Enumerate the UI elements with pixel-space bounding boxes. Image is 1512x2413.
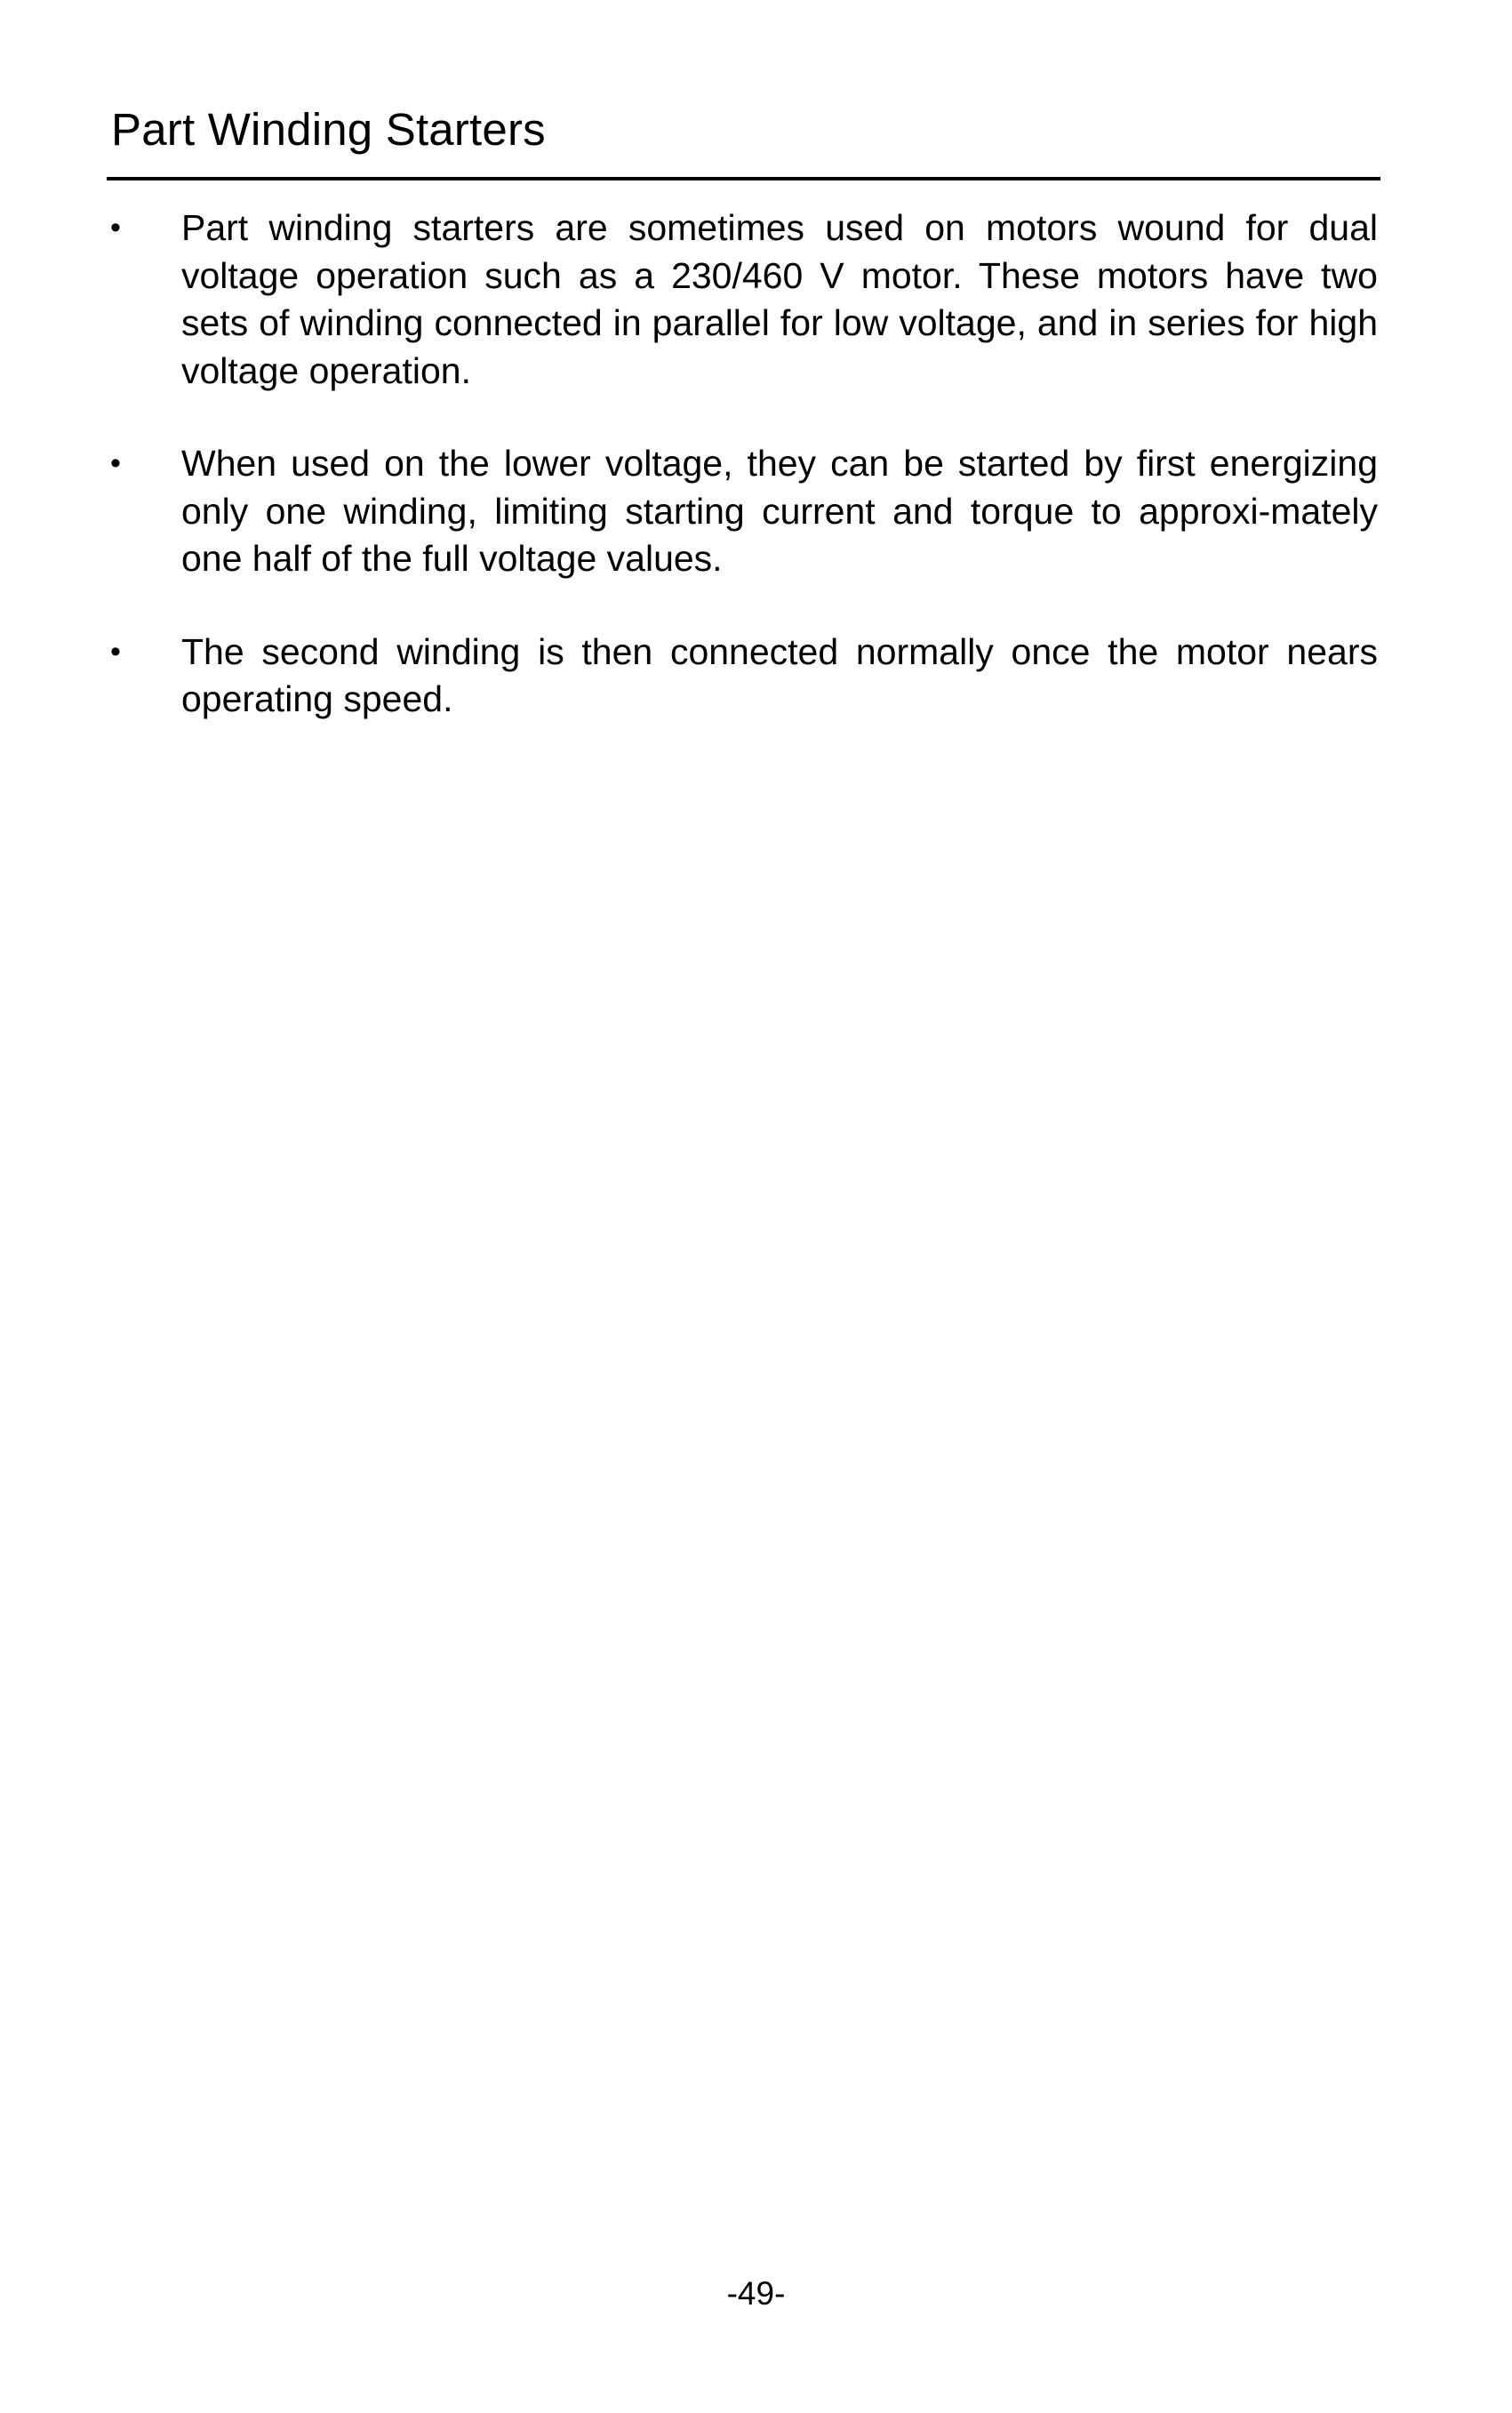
bullet-item [0,629,1378,724]
bullet-text: The second winding is then connected normally once the motor nears operating speed. [181,630,1378,719]
bullet-item [0,204,1378,395]
bullet-list [0,204,1512,769]
page-number: -49- [726,2275,786,2312]
page-title: Part Winding Starters [111,104,546,155]
bullet-marker: • [110,446,121,480]
bullet-marker: • [110,634,121,669]
bullet-text: Part winding starters are sometimes used on motors wound for dual voltage operation such as a 230/460 V motor. These motors have two sets of winding connected in parallel for low voltage, and in series for high voltage operation. [181,207,1378,391]
bullet-text: When used on the lower voltage, they can be started by first energizing only one winding, limiting starting current and torque to approxi-mately one half of the full voltage values. [181,443,1378,579]
bullet-marker: • [110,211,121,245]
title-divider [107,177,1380,180]
bullet-item [0,440,1378,583]
